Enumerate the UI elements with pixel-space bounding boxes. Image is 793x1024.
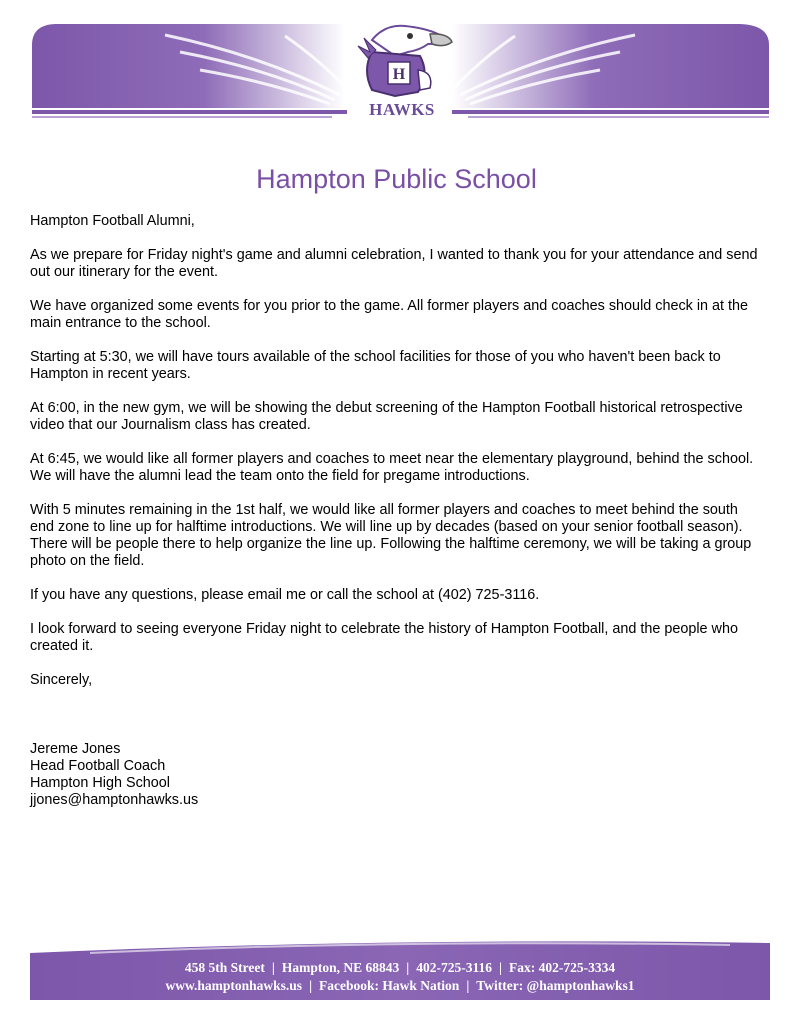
- letter-closing: Sincerely,: [30, 672, 93, 688]
- letter-paragraph: If you have any questions, please email me or call the school at (402) 725-3116.: [30, 587, 540, 603]
- footer-line-1: 458 5th Street | Hampton, NE 68843 | 402-725-3116 | Fax: 402-725-3334: [184, 960, 616, 975]
- letter-paragraph: At 6:00, in the new gym, we will be showing the debut screening of the Hampton Football historical retrospective video that our Journalism class has created.: [30, 400, 743, 433]
- letter-paragraph: With 5 minutes remaining in the 1st half, we would like all former players and coaches to meet behind the south end zone to line up for halftime introductions. We will line up by decades (based on your senior football season). There will be people there to help organize the line up. Following the halftime ceremony, we will be taking a group photo on the field.: [30, 502, 752, 569]
- letter-paragraph: At 6:45, we would like all former players and coaches to meet near the elementary playground, behind the school. We will have the alumni lead the team onto the field for pregame introductions.: [30, 451, 754, 484]
- signature-school: Hampton High School: [30, 775, 170, 791]
- footer-website: www.hamptonhawks.us: [165, 978, 303, 993]
- hawk-mascot-icon: [358, 26, 452, 96]
- footer-facebook: Facebook: Hawk Nation: [319, 978, 460, 993]
- signature-role: Head Football Coach: [30, 758, 166, 774]
- page-title: Hampton Public School: [256, 164, 537, 194]
- footer-line-2: www.hamptonhawks.us | Facebook: Hawk Nation | Twitter: @hamptonhawks1: [165, 978, 635, 993]
- letter-paragraph: Starting at 5:30, we will have tours available of the school facilities for those of you who haven't been back to Hampton in recent years.: [30, 349, 721, 382]
- svg-text:H: H: [392, 66, 406, 83]
- footer-fax: Fax: 402-725-3334: [508, 960, 616, 975]
- footer-address: 458 5th Street: [184, 960, 265, 975]
- signature-block: [30, 741, 765, 809]
- signature-name: Jereme Jones: [30, 741, 121, 757]
- banner-left-band: [32, 24, 345, 108]
- footer-banner: [30, 935, 770, 1000]
- footer-city: Hampton, NE 68843: [281, 960, 400, 975]
- letter-body: [30, 213, 765, 809]
- footer-contact: [30, 959, 770, 995]
- letter-greeting: Hampton Football Alumni,: [30, 213, 195, 229]
- signature-email: jjones@hamptonhawks.us: [30, 792, 199, 808]
- letterhead-banner: [0, 0, 793, 135]
- letter-paragraph: I look forward to seeing everyone Friday night to celebrate the history of Hampton Football, and the people who created it.: [30, 621, 738, 654]
- letter-paragraph: As we prepare for Friday night's game and alumni celebration, I wanted to thank you for your attendance and send out our itinerary for the event.: [30, 247, 758, 280]
- footer-twitter: Twitter: @hamptonhawks1: [476, 978, 635, 993]
- letter-paragraph: We have organized some events for you prior to the game. All former players and coaches should check in at the main entrance to the school.: [30, 298, 749, 331]
- logo-wordmark: HAWKS: [369, 100, 435, 119]
- footer-phone: 402-725-3116: [416, 960, 492, 975]
